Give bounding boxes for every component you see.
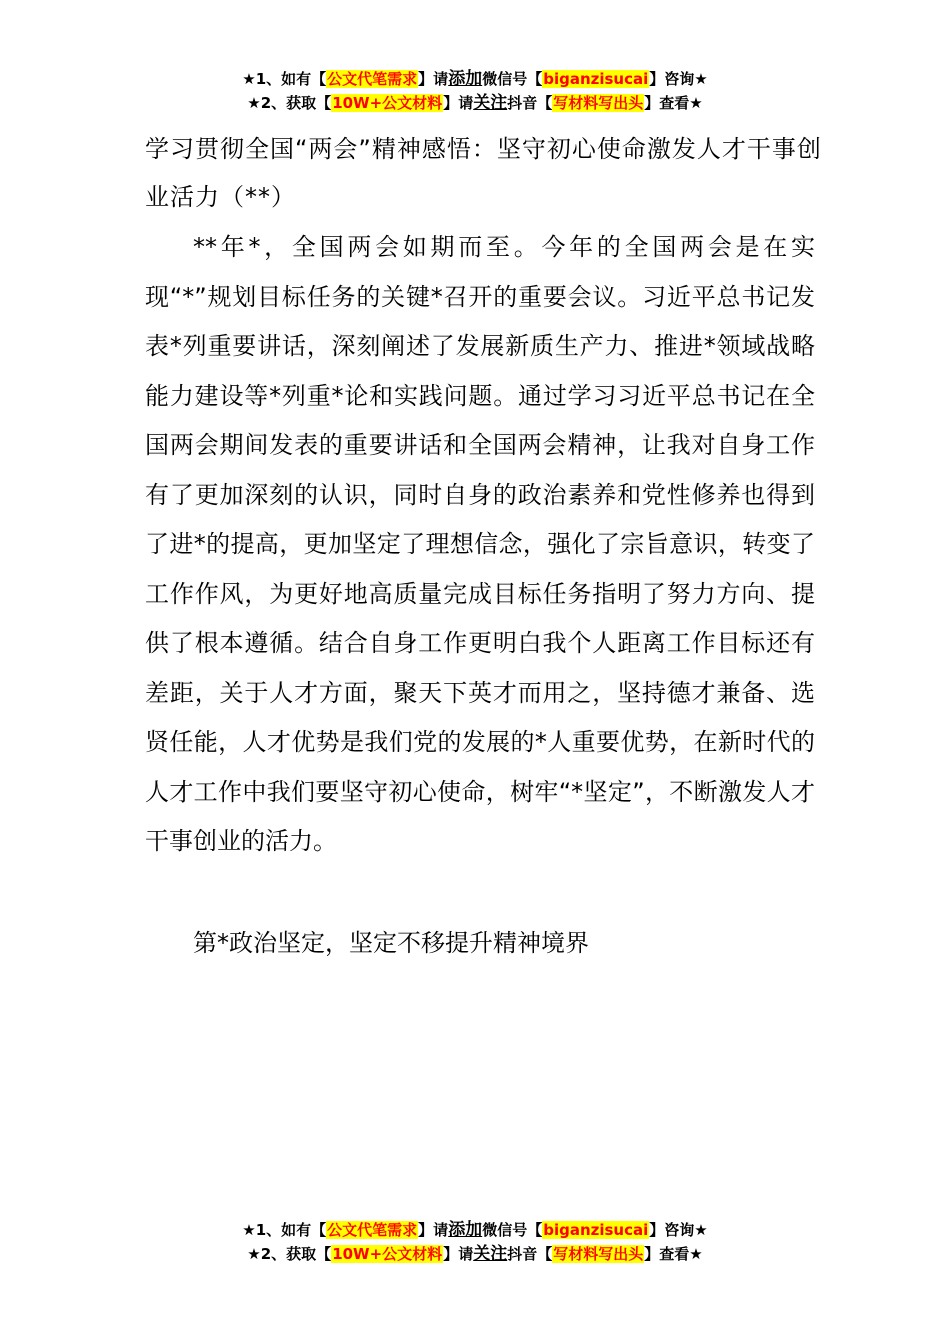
- promo-line-2: [0, 91, 950, 115]
- promo-line-1: [0, 1218, 950, 1242]
- highlight-douyin-account: 写材料写出头: [553, 1245, 644, 1263]
- header-promo-banner: [0, 67, 950, 115]
- promo-emphasis: 关注: [473, 93, 508, 113]
- promo-text: 】请: [418, 70, 449, 88]
- promo-emphasis: 添加: [448, 1220, 483, 1240]
- promo-text: 】请: [443, 94, 474, 112]
- promo-text: 】请: [443, 1245, 474, 1263]
- star-icon: ★: [247, 1245, 261, 1263]
- promo-emphasis: 添加: [448, 69, 483, 89]
- promo-text: 抖音【: [507, 1245, 553, 1263]
- promo-text: 】查看★: [644, 94, 703, 112]
- star-icon: ★: [242, 1221, 256, 1239]
- highlight-wechat-id: biganzisucai: [543, 1221, 649, 1239]
- document-title: 学习贯彻全国“两会”精神感悟：坚守初心使命激发人才干事创业活力（**）: [145, 135, 822, 211]
- footer-promo-banner: [0, 1218, 950, 1266]
- highlight-douyin-account: 写材料写出头: [553, 94, 644, 112]
- highlight-materials: 10W+公文材料: [332, 94, 443, 112]
- promo-emphasis: 关注: [473, 1244, 508, 1264]
- body-paragraph: **年*，全国两会如期而至。今年的全国两会是在实现“*”规划目标任务的关键*召开的重要会议。习近平总书记发表*列重要讲话，深刻阐述了发展新质生产力、推进*领域战略能力建设等*列重*论和实践问题。通过学习习近平总书记在全国两会期间发表的重要讲话和全国两会精神，让我对自身工作有了更加深刻的认识，同时自身的政治素养和党性修养也得到了进*的提高，更加坚定了理想信念，强化了宗旨意识，转变了工作作风，为更好地高质量完成目标任务指明了努力方向、提供了根本遵循。结合自身工作更明白我个人距离工作目标还有差距，关于人才方面，聚天下英才而用之，坚持德才兼备、选贤任能，人才优势是我们党的发展的*人重要优势，在新时代的人才工作中我们要坚守初心使命，树牢“*坚定”，不断激发人才干事创业的活力。: [145, 233, 815, 855]
- promo-text: 】咨询★: [649, 70, 708, 88]
- promo-text: 1、如有【: [255, 1221, 327, 1239]
- promo-text: 】咨询★: [649, 1221, 708, 1239]
- highlight-service: 公文代笔需求: [327, 70, 418, 88]
- promo-text: 2、获取【: [260, 1245, 332, 1263]
- promo-text: 2、获取【: [260, 94, 332, 112]
- promo-text: 微信号【: [482, 70, 543, 88]
- highlight-wechat-id: biganzisucai: [543, 70, 649, 88]
- promo-text: 微信号【: [482, 1221, 543, 1239]
- promo-text: 】请: [418, 1221, 449, 1239]
- promo-text: 1、如有【: [255, 70, 327, 88]
- highlight-service: 公文代笔需求: [327, 1221, 418, 1239]
- highlight-materials: 10W+公文材料: [332, 1245, 443, 1263]
- section-heading: 第*政治坚定，坚定不移提升精神境界: [193, 929, 589, 957]
- promo-line-1: [0, 67, 950, 91]
- star-icon: ★: [247, 94, 261, 112]
- star-icon: ★: [242, 70, 256, 88]
- promo-line-2: [0, 1242, 950, 1266]
- promo-text: 】查看★: [644, 1245, 703, 1263]
- promo-text: 抖音【: [507, 94, 553, 112]
